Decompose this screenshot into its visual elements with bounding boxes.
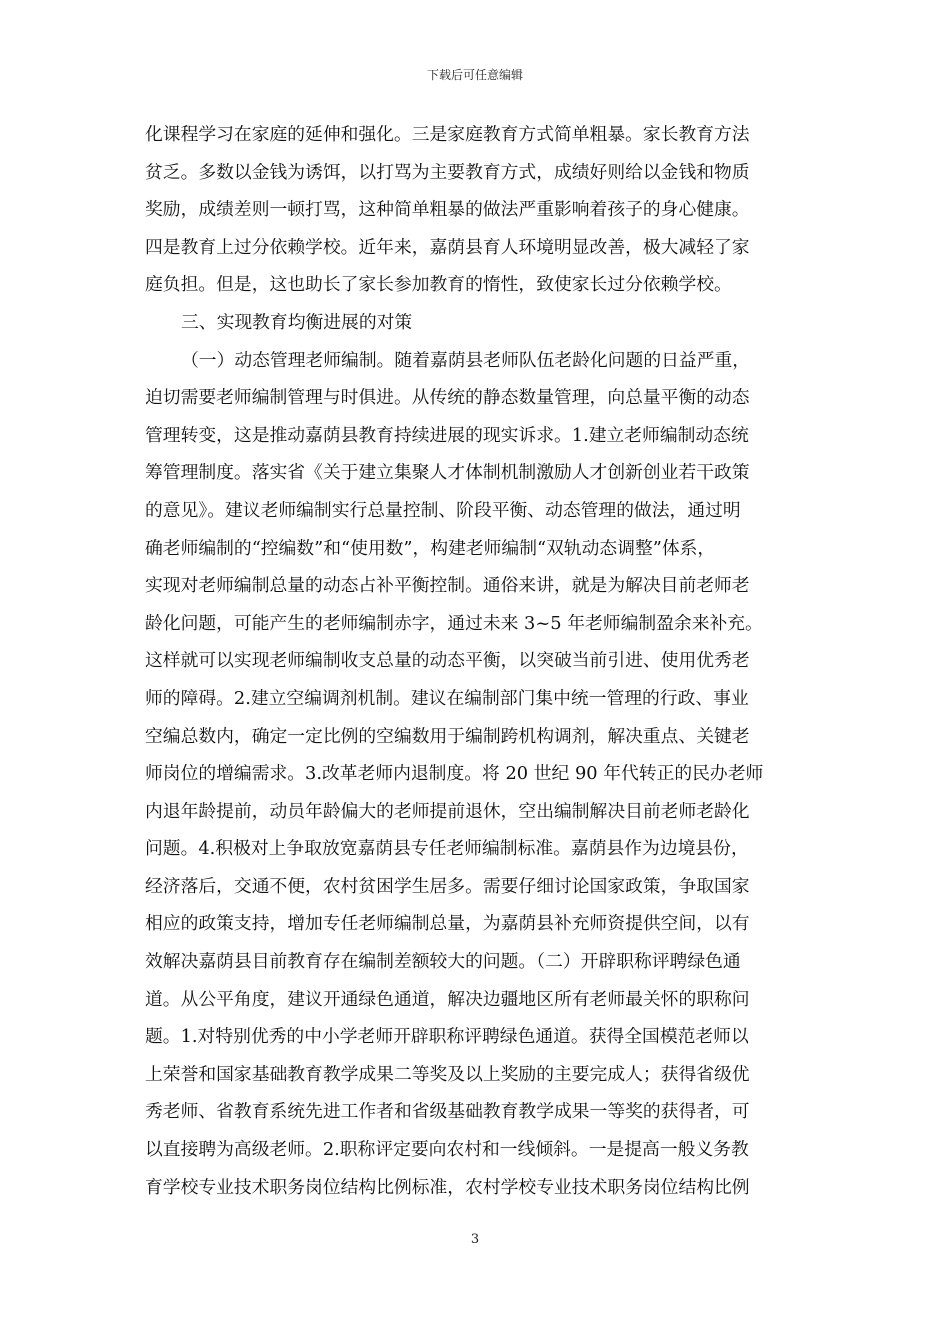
- page-header: 下载后可任意编辑: [426, 68, 523, 82]
- text-line: 内退年龄提前，动员年龄偏大的老师提前退休，空出编制解决目前老师老龄化: [145, 800, 750, 822]
- text-line: 四是教育上过分依赖学校。近年来，嘉荫县育人环境明显改善，极大减轻了家: [145, 236, 750, 258]
- text-line: 经济落后，交通不便，农村贫困学生居多。需要仔细讨论国家政策，争取国家: [145, 875, 750, 897]
- body-text: [145, 116, 805, 1206]
- text-line: 迫切需要老师编制管理与时俱进。从传统的静态数量管理，向总量平衡的动态: [145, 387, 750, 409]
- text-line: 确老师编制的“控编数”和“使用数”，构建老师编制“双轨动态调整”体系，: [145, 537, 716, 559]
- text-line: 秀老师、省教育系统先进工作者和省级基础教育教学成果一等奖的获得者，可: [145, 1101, 750, 1123]
- text-line: 题。1.对特别优秀的中小学老师开辟职称评聘绿色通道。获得全国模范老师以: [145, 1026, 749, 1048]
- text-line: 实现对老师编制总量的动态占补平衡控制。通俗来讲，就是为解决目前老师老: [145, 575, 750, 597]
- text-line: 以直接聘为高级老师。2.职称评定要向农村和一线倾斜。一是提高一般义务教: [145, 1139, 749, 1161]
- text-line: 贫乏。多数以金钱为诱饵，以打骂为主要教育方式，成绩好则给以金钱和物质: [145, 161, 750, 183]
- text-line: 筹管理制度。落实省《关于建立集聚人才体制机制激励人才创新创业若干政策: [145, 462, 750, 484]
- text-line: 相应的政策支持，增加专任老师编制总量，为嘉荫县补充师资提供空间，以有: [145, 913, 750, 935]
- text-line: 龄化问题，可能产生的老师编制赤字，通过未来 3~5 年老师编制盈余来补充。: [145, 612, 763, 634]
- text-line: 效解决嘉荫县目前教育存在编制差额较大的问题。（二）开辟职称评聘绿色通: [145, 951, 741, 973]
- text-line: 奖励，成绩差则一顿打骂，这种简单粗暴的做法严重影响着孩子的身心健康。: [145, 199, 750, 221]
- text-line: （一）动态管理老师编制。随着嘉荫县老师队伍老龄化问题的日益严重，: [181, 349, 751, 371]
- section-heading: 三、实现教育均衡进展的对策: [181, 311, 413, 333]
- text-line: 育学校专业技术职务岗位结构比例标准，农村学校专业技术职务岗位结构比例: [145, 1176, 750, 1198]
- text-line: 师的障碍。2.建立空编调剂机制。建议在编制部门集中统一管理的行政、事业: [145, 687, 749, 709]
- text-line: 管理转变，这是推动嘉荫县教育持续进展的现实诉求。1.建立老师编制动态统: [145, 424, 749, 446]
- text-line: 上荣誉和国家基础教育教学成果二等奖及以上奖励的主要完成人；获得省级优: [145, 1063, 750, 1085]
- text-line: 空编总数内，确定一定比例的空编数用于编制跨机构调剂，解决重点、关键老: [145, 725, 750, 747]
- text-line: 这样就可以实现老师编制收支总量的动态平衡，以突破当前引进、使用优秀老: [145, 650, 750, 672]
- text-line: 师岗位的增编需求。3.改革老师内退制度。将 20 世纪 90 年代转正的民办老师: [145, 763, 764, 785]
- text-line: 道。从公平角度，建议开通绿色通道，解决边疆地区所有老师最关怀的职称问: [145, 988, 750, 1010]
- text-line: 庭负担。但是，这也助长了家长参加教育的惰性，致使家长过分依赖学校。: [145, 274, 732, 296]
- text-line: 问题。4.积极对上争取放宽嘉荫县专任老师编制标准。嘉荫县作为边境县份，: [145, 838, 749, 860]
- text-line: 的意见》。建议老师编制实行总量控制、阶段平衡、动态管理的做法，通过明: [145, 499, 741, 521]
- text-line: 化课程学习在家庭的延伸和强化。三是家庭教育方式简单粗暴。家长教育方法: [145, 124, 750, 145]
- page-number: 3: [470, 1232, 480, 1247]
